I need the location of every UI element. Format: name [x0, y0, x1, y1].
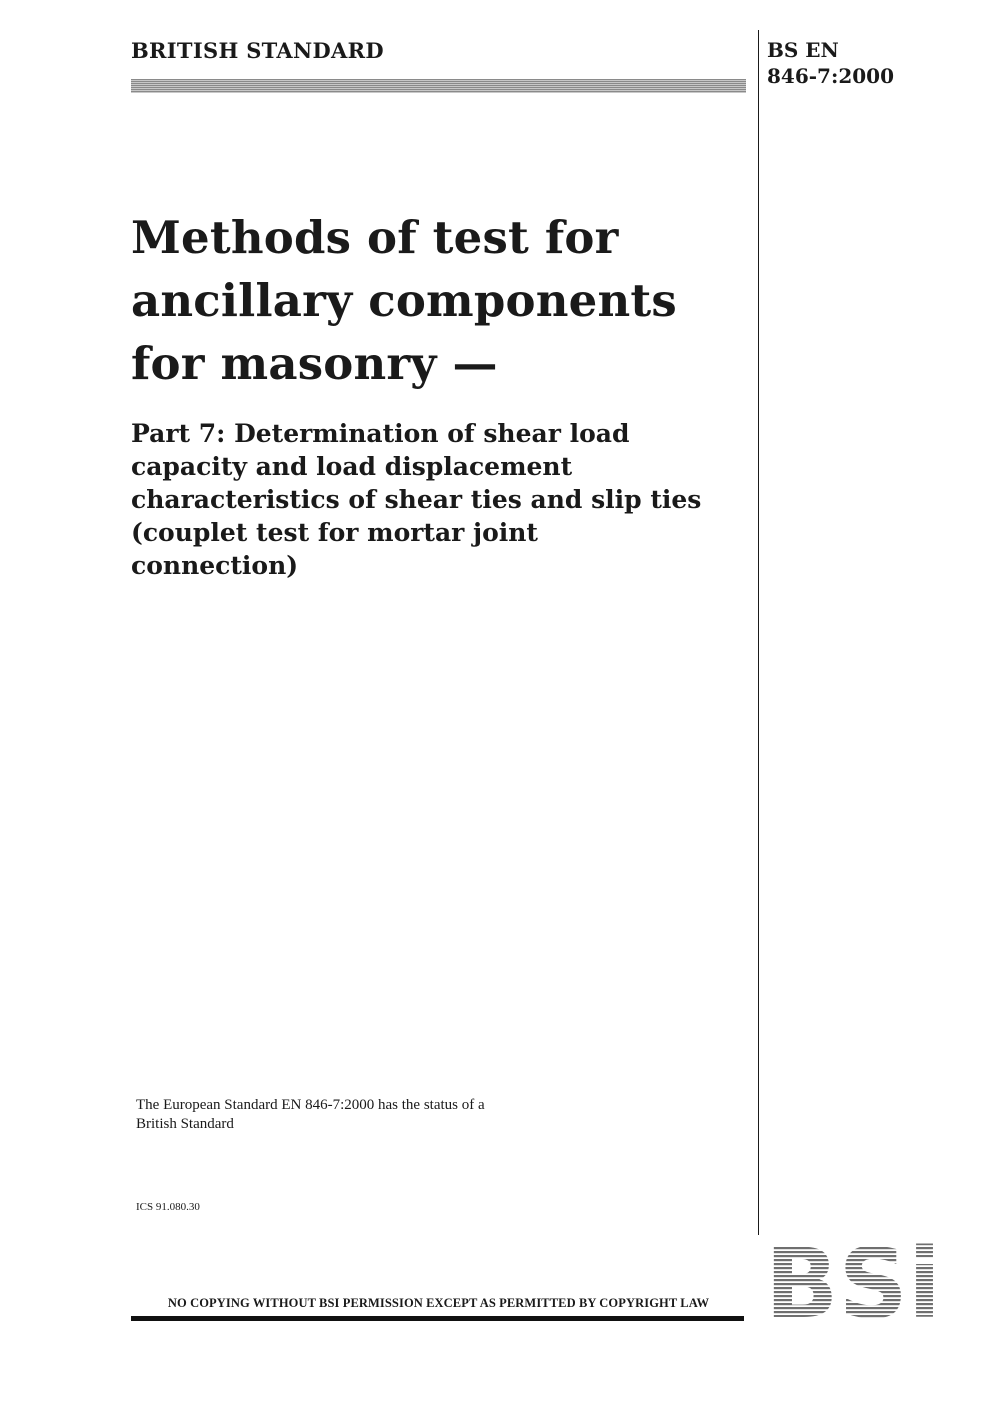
ics-code: ICS 91.080.30 [136, 1201, 200, 1213]
header-rule [131, 79, 746, 93]
standard-number-line2: 846-7:2000 [767, 64, 895, 88]
document-title [131, 206, 751, 395]
footer-rule [131, 1316, 744, 1321]
status-note [136, 1096, 576, 1134]
status-note-line: The European Standard EN 846-7:2000 has the status of a [136, 1097, 485, 1113]
subtitle-line: Part 7: Determination of shear load [131, 419, 630, 448]
document-class-label: BRITISH STANDARD [131, 38, 384, 63]
title-line: Methods of test for [131, 211, 619, 264]
copyright-notice: NO COPYING WITHOUT BSI PERMISSION EXCEPT AS PERMITTED BY COPYRIGHT LAW [167, 1296, 710, 1310]
document-subtitle [131, 417, 751, 582]
standard-number-line1: BS EN [767, 38, 839, 62]
title-line: ancillary components [131, 274, 677, 327]
subtitle-line: capacity and load displacement [131, 452, 573, 481]
subtitle-line: connection) [131, 551, 299, 580]
subtitle-line: (couplet test for mortar joint [131, 518, 538, 547]
vertical-divider [758, 30, 759, 1235]
status-note-line: British Standard [136, 1116, 234, 1132]
standard-number [767, 37, 894, 89]
logo-text: BSi [765, 1243, 941, 1323]
subtitle-line: characteristics of shear ties and slip ties [131, 485, 702, 514]
title-line: for masonry — [131, 337, 498, 390]
bsi-logo-icon [765, 1243, 941, 1323]
